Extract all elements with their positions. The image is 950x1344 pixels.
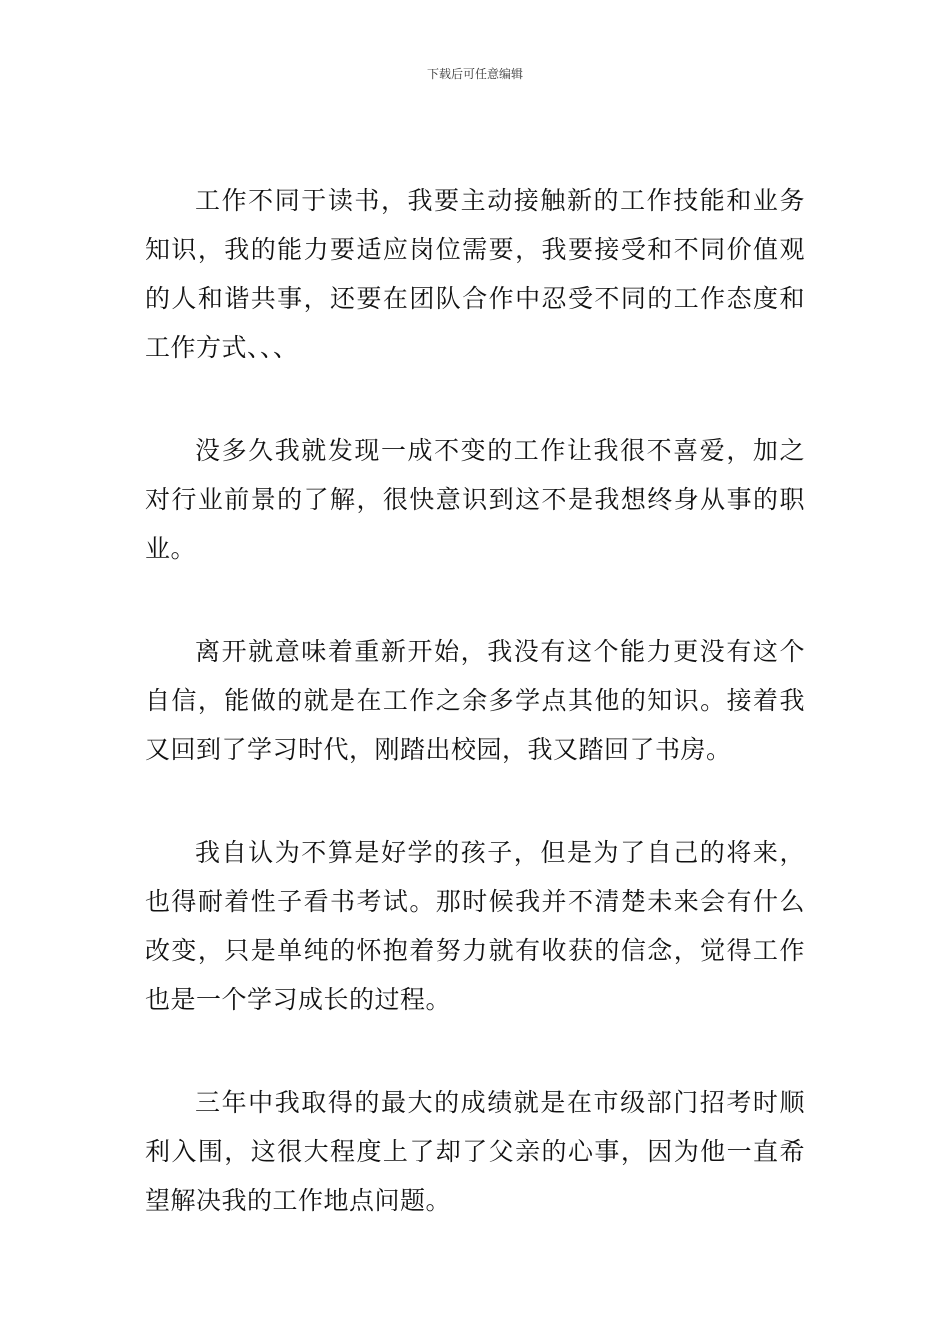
paragraph-2: 没多久我就发现一成不变的工作让我很不喜爱，加之对行业前景的了解，很快意识到这不是我想终身从事的职业。 — [145, 436, 805, 563]
paragraph-1: 工作不同于读书，我要主动接触新的工作技能和业务知识，我的能力要适应岗位需要，我要接受和不同价值观的人和谐共事，还要在团队合作中忍受不同的工作态度和工作方式、、、 — [145, 186, 805, 362]
paragraph-4: 我自认为不算是好学的孩子，但是为了自己的将来，也得耐着性子看书考试。那时候我并不清楚未来会有什么改变，只是单纯的怀抱着努力就有收获的信念，觉得工作也是一个学习成长的过程。 — [145, 838, 805, 1014]
paragraph-3: 离开就意味着重新开始，我没有这个能力更没有这个自信，能做的就是在工作之余多学点其他的知识。接着我又回到了学习时代，刚踏出校园，我又踏回了书房。 — [145, 637, 805, 764]
document-body — [145, 176, 805, 1279]
page-header: 下载后可任意编辑 — [426, 67, 523, 81]
paragraph-5: 三年中我取得的最大的成绩就是在市级部门招考时顺利入围，这很大程度上了却了父亲的心事，因为他一直希望解决我的工作地点问题。 — [145, 1088, 805, 1215]
